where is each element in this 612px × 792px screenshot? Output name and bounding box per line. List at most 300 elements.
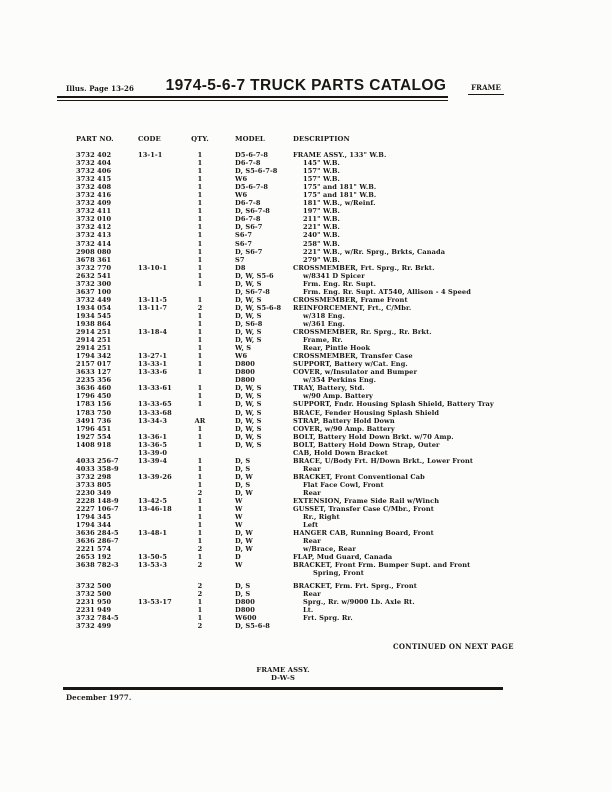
part-no-cell: 2632 541	[76, 271, 112, 280]
model-cell: W	[235, 521, 243, 530]
description-cell: 157" W.B.	[303, 175, 340, 184]
table-row	[0, 336, 612, 344]
part-no-cell: 3732 414	[76, 239, 112, 248]
parts-table-body	[0, 151, 612, 630]
description-cell: Rear	[303, 488, 321, 497]
code-cell: 13-48-1	[138, 529, 168, 538]
description-cell: CROSSMEMBER, Frt. Sprg., Rr. Brkt.	[293, 263, 435, 272]
table-row	[0, 598, 612, 606]
description-cell: BOLT, Battery Hold Down Brkt. w/70 Amp.	[293, 432, 454, 441]
footer-model-codes: D-W-S	[271, 674, 295, 682]
part-no-cell: 1408 918	[76, 440, 112, 449]
part-no-cell: 3732 402	[76, 151, 112, 159]
description-cell: Rear	[303, 537, 321, 546]
table-row	[0, 449, 612, 457]
description-cell: REINFORCEMENT, Frt., C/Mbr.	[293, 303, 412, 312]
description-cell: Spring, Front	[313, 569, 364, 578]
description-cell: BRACKET, Front Frm. Bumper Supt. and Front	[293, 561, 471, 570]
header-rule	[57, 96, 448, 101]
description-cell: BOLT, Battery Hold Down Strap, Outer	[293, 440, 440, 449]
description-cell: 240" W.B.	[303, 231, 340, 240]
table-row	[0, 537, 612, 545]
col-header-part-no: PART NO.	[76, 135, 114, 143]
model-cell: D, S6-8	[235, 319, 263, 328]
description-cell: 175" and 181" W.B.	[303, 191, 377, 200]
part-no-cell: 2914 251	[76, 336, 112, 345]
table-row	[0, 513, 612, 521]
qty-cell: 1	[197, 598, 203, 607]
part-no-cell: 3636 460	[76, 384, 112, 393]
qty-cell: 1	[197, 319, 203, 328]
model-cell: D, S	[235, 464, 251, 473]
part-no-cell: 1796 450	[76, 392, 112, 401]
part-no-cell: 1934 545	[76, 311, 112, 320]
qty-cell: 1	[197, 344, 203, 353]
description-cell: BRACE, U/Body Frt. H/Down Brkt., Lower Front	[293, 456, 473, 465]
continued-note: CONTINUED ON NEXT PAGE	[393, 642, 514, 651]
description-cell: w/8341 D Spicer	[303, 271, 365, 280]
model-cell: W	[235, 505, 243, 514]
model-cell: D, W, S	[235, 336, 262, 345]
model-cell: D, W	[235, 488, 253, 497]
model-cell: W	[235, 513, 243, 522]
part-no-cell: 3732 408	[76, 183, 112, 192]
table-row	[0, 384, 612, 392]
qty-cell: 1	[197, 384, 203, 393]
qty-cell: 1	[197, 513, 203, 522]
part-no-cell: 2228 148-9	[76, 497, 119, 506]
part-no-cell: 1796 451	[76, 424, 112, 433]
qty-cell: 1	[197, 239, 203, 248]
code-cell: 13-1-1	[138, 151, 163, 159]
model-cell: D, W	[235, 472, 253, 481]
qty-cell: 1	[197, 271, 203, 280]
part-no-cell: 3491 736	[76, 416, 112, 425]
qty-cell: 1	[197, 432, 203, 441]
table-row	[0, 240, 612, 248]
table-row	[0, 433, 612, 441]
description-cell: 258" W.B.	[303, 239, 340, 248]
part-no-cell: 3732 770	[76, 263, 112, 272]
part-no-cell: 3732 500	[76, 590, 112, 599]
model-cell: D, W, S	[235, 279, 262, 288]
part-no-cell: 3732 411	[76, 207, 112, 216]
part-no-cell: 2221 574	[76, 545, 112, 554]
table-row	[0, 465, 612, 473]
qty-cell: 2	[197, 590, 203, 599]
model-cell: D, W, S	[235, 400, 262, 409]
code-cell: 13-46-18	[138, 505, 172, 514]
model-cell: D8	[235, 263, 246, 272]
model-cell: D, S	[235, 590, 251, 599]
part-no-cell: 3678 361	[76, 255, 112, 264]
table-row	[0, 272, 612, 280]
qty-cell: 1	[197, 529, 203, 538]
part-no-cell: 2914 251	[76, 344, 112, 353]
description-cell: Frame, Rr.	[303, 336, 343, 345]
code-cell: 13-33-1	[138, 360, 168, 369]
model-cell: D, W	[235, 545, 253, 554]
description-cell: Frm. Eng. Rr. Supt.	[303, 279, 376, 288]
qty-cell: 1	[197, 183, 203, 192]
description-cell: 279" W.B.	[303, 255, 340, 264]
footer-assembly-name: FRAME ASSY.	[256, 666, 310, 674]
table-row	[0, 248, 612, 256]
qty-cell: 1	[197, 537, 203, 546]
qty-cell: 1	[197, 263, 203, 272]
col-header-code: CODE	[138, 135, 161, 143]
table-row	[0, 159, 612, 167]
part-no-cell: 2230 349	[76, 488, 112, 497]
table-row	[0, 368, 612, 376]
part-no-cell: 3638 782-3	[76, 561, 119, 570]
description-cell: w/361 Eng.	[303, 319, 345, 328]
code-cell: 13-36-1	[138, 432, 168, 441]
part-no-cell: 1938 864	[76, 319, 112, 328]
part-no-cell: 3633 127	[76, 368, 112, 377]
description-cell: STRAP, Battery Hold Down	[293, 416, 395, 425]
qty-cell: 1	[197, 606, 203, 615]
description-cell: 175" and 181" W.B.	[303, 183, 377, 192]
model-cell: D, W	[235, 529, 253, 538]
table-row	[0, 457, 612, 465]
table-row	[0, 288, 612, 296]
code-cell: 13-11-7	[138, 303, 168, 312]
model-cell: D, W, S	[235, 408, 262, 417]
description-cell: Frm. Eng. Rr. Supt. AT540, Allison - 4 Speed	[303, 287, 471, 296]
table-row	[0, 328, 612, 336]
model-cell: D, S	[235, 456, 251, 465]
part-no-cell: 1783 750	[76, 408, 112, 417]
part-no-cell: 3732 449	[76, 295, 112, 304]
table-row	[0, 481, 612, 489]
code-cell: 13-33-65	[138, 400, 172, 409]
description-cell: TRAY, Battery, Std.	[293, 384, 365, 393]
col-header-qty: QTY.	[191, 135, 209, 143]
part-no-cell: 1934 054	[76, 303, 112, 312]
table-row	[0, 352, 612, 360]
table-row	[0, 280, 612, 288]
model-cell: D800	[235, 376, 255, 385]
description-cell: CROSSMEMBER, Frame Front	[293, 295, 408, 304]
code-cell: 13-39-4	[138, 456, 168, 465]
qty-cell: 1	[197, 336, 203, 345]
qty-cell: 1	[197, 400, 203, 409]
qty-cell: 1	[197, 472, 203, 481]
description-cell: CROSSMEMBER, Rr. Sprg., Rr. Brkt.	[293, 328, 432, 337]
description-cell: Flat Face Cowl, Front	[303, 480, 384, 489]
table-row	[0, 344, 612, 352]
part-no-cell: 4033 256-7	[76, 456, 119, 465]
description-cell: Lt.	[303, 606, 314, 615]
part-no-cell: 1783 156	[76, 400, 112, 409]
description-cell: 197" W.B.	[303, 207, 340, 216]
model-cell: W6	[235, 352, 248, 361]
qty-cell: 1	[197, 521, 203, 530]
description-cell: SUPPORT, Battery w/Cat. Eng.	[293, 360, 408, 369]
description-cell: w/318 Eng.	[303, 311, 345, 320]
model-cell: W	[235, 561, 243, 570]
model-cell: D, W, S	[235, 311, 262, 320]
model-cell: D, W, S	[235, 416, 262, 425]
qty-cell: 2	[197, 561, 203, 570]
description-cell: w/Brace, Rear	[303, 545, 356, 554]
table-row	[0, 409, 612, 417]
model-cell: D6-7-8	[235, 215, 261, 224]
qty-cell: 2	[197, 581, 203, 590]
model-cell: D6-7-8	[235, 199, 261, 208]
model-cell: D, S6-7-8	[235, 287, 270, 296]
description-cell: Left	[303, 521, 319, 530]
section-label: FRAME	[468, 83, 504, 95]
part-no-cell: 2157 017	[76, 360, 112, 369]
code-cell: 13-53-17	[138, 598, 172, 607]
description-cell: CAB, Hold Down Bracket	[293, 448, 388, 457]
qty-cell: 2	[197, 622, 203, 631]
qty-cell: 1	[197, 167, 203, 176]
part-no-cell: 2908 080	[76, 247, 112, 256]
model-cell: D800	[235, 360, 255, 369]
code-cell: 13-11-5	[138, 295, 168, 304]
part-no-cell: 3732 010	[76, 215, 112, 224]
part-no-cell: 3636 284-5	[76, 529, 119, 538]
description-cell: SUPPORT, Fndr. Housing Splash Shield, Battery Tray	[293, 400, 494, 409]
model-cell: D, W, S5-6	[235, 271, 274, 280]
part-no-cell: 2227 106-7	[76, 505, 119, 514]
part-no-cell: 3732 300	[76, 279, 112, 288]
description-cell: Sprg., Rr. w/9000 Lb. Axle Rt.	[303, 598, 415, 607]
model-cell: W, S	[235, 344, 252, 353]
part-no-cell: 3732 416	[76, 191, 112, 200]
model-cell: D800	[235, 368, 255, 377]
table-row	[0, 296, 612, 304]
description-cell: HANGER CAB, Running Board, Front	[293, 529, 434, 538]
description-cell: Rear	[303, 464, 321, 473]
model-cell: S7	[235, 255, 245, 264]
qty-cell: 1	[197, 392, 203, 401]
code-cell: 13-33-61	[138, 384, 172, 393]
model-cell: W	[235, 497, 243, 506]
model-cell: D800	[235, 606, 255, 615]
table-row	[0, 614, 612, 622]
model-cell: D800	[235, 598, 255, 607]
description-cell: w/354 Perkins Eng.	[303, 376, 376, 385]
qty-cell: 1	[197, 223, 203, 232]
part-no-cell: 3732 412	[76, 223, 112, 232]
model-cell: D, W, S	[235, 424, 262, 433]
qty-cell: 1	[197, 231, 203, 240]
part-no-cell: 4033 358-9	[76, 464, 119, 473]
qty-cell: 1	[197, 464, 203, 473]
part-no-cell: 3732 406	[76, 167, 112, 176]
qty-cell: 1	[197, 207, 203, 216]
model-cell: D, S5-6-7-8	[235, 167, 278, 176]
table-row	[0, 529, 612, 537]
part-no-cell: 1794 345	[76, 513, 112, 522]
part-no-cell: 3732 298	[76, 472, 112, 481]
table-row	[0, 231, 612, 239]
code-cell: 13-53-3	[138, 561, 168, 570]
model-cell: W6	[235, 191, 248, 200]
qty-cell: 1	[197, 191, 203, 200]
table-row	[0, 304, 612, 312]
qty-cell: 1	[197, 352, 203, 361]
part-no-cell: 3732 415	[76, 175, 112, 184]
qty-cell: 1	[197, 368, 203, 377]
page-title: 1974-5-6-7 TRUCK PARTS CATALOG	[165, 77, 447, 94]
model-cell: D, W, S	[235, 392, 262, 401]
code-cell: 13-10-1	[138, 263, 168, 272]
code-cell: 13-33-6	[138, 368, 168, 377]
model-cell: D, S	[235, 480, 251, 489]
part-no-cell: 1794 344	[76, 521, 112, 530]
model-cell: D, S6-7	[235, 247, 263, 256]
model-cell: D, W, S5-6-8	[235, 303, 282, 312]
code-cell: 13-18-4	[138, 328, 168, 337]
part-no-cell: 3732 409	[76, 199, 112, 208]
description-cell: Frt. Sprg. Rr.	[303, 614, 353, 623]
table-row	[0, 545, 612, 553]
qty-cell: 1	[197, 151, 203, 159]
table-row	[0, 264, 612, 272]
code-cell: 13-33-68	[138, 408, 172, 417]
description-cell: BRACKET, Front Conventional Cab	[293, 472, 425, 481]
table-row	[0, 151, 612, 159]
part-no-cell: 2653 192	[76, 553, 112, 562]
col-header-model: MODEL	[235, 135, 265, 143]
table-row	[0, 175, 612, 183]
table-row	[0, 223, 612, 231]
model-cell: W600	[235, 614, 257, 623]
qty-cell: 1	[197, 328, 203, 337]
qty-cell: 1	[197, 497, 203, 506]
table-row	[0, 183, 612, 191]
footer-date: December 1977.	[66, 693, 132, 702]
qty-cell: 1	[197, 199, 203, 208]
table-row	[0, 167, 612, 175]
qty-cell: 1	[197, 295, 203, 304]
part-no-cell: 3732 499	[76, 622, 112, 631]
qty-cell: AR	[194, 416, 206, 425]
description-cell: EXTENSION, Frame Side Rail w/Winch	[293, 497, 440, 506]
qty-cell: 1	[197, 279, 203, 288]
part-no-cell: 1927 554	[76, 432, 112, 441]
part-no-cell: 3732 413	[76, 231, 112, 240]
model-cell: D, W, S	[235, 384, 262, 393]
model-cell: D	[235, 553, 241, 562]
table-row	[0, 505, 612, 513]
description-cell: COVER, w/Insulator and Bumper	[293, 368, 418, 377]
table-row	[0, 569, 612, 577]
qty-cell: 1	[197, 255, 203, 264]
description-cell: 145" W.B.	[303, 159, 340, 168]
model-cell: D, S6-7-8	[235, 207, 270, 216]
table-row	[0, 199, 612, 207]
table-row	[0, 417, 612, 425]
qty-cell: 1	[197, 311, 203, 320]
model-cell: W6	[235, 175, 248, 184]
model-cell: D, W	[235, 537, 253, 546]
part-no-cell: 1794 342	[76, 352, 112, 361]
description-cell: BRACE, Fender Housing Splash Shield	[293, 408, 440, 417]
table-row	[0, 207, 612, 215]
model-cell: D, W, S	[235, 328, 262, 337]
description-cell: CROSSMEMBER, Transfer Case	[293, 352, 413, 361]
table-row	[0, 606, 612, 614]
table-row	[0, 622, 612, 630]
description-cell: 181" W.B., w/Reinf.	[303, 199, 376, 208]
description-cell: 221" W.B.	[303, 223, 340, 232]
description-cell: COVER, w/90 Amp. Battery	[293, 424, 395, 433]
table-row	[0, 582, 612, 590]
code-cell: 13-27-1	[138, 352, 168, 361]
model-cell: D, S6-7	[235, 223, 263, 232]
table-row	[0, 489, 612, 497]
qty-cell: 1	[197, 175, 203, 184]
qty-cell: 1	[197, 440, 203, 449]
table-row	[0, 497, 612, 505]
model-cell: D, W, S	[235, 295, 262, 304]
table-row	[0, 376, 612, 384]
description-cell: 157" W.B.	[303, 167, 340, 176]
description-cell: Rear	[303, 590, 321, 599]
description-cell: BRACKET, Frm. Frt. Sprg., Front	[293, 581, 417, 590]
part-no-cell: 3636 286-7	[76, 537, 119, 546]
description-cell: 221" W.B., w/Rr. Sprg., Brkts, Canada	[303, 247, 446, 256]
qty-cell: 1	[197, 553, 203, 562]
table-row	[0, 400, 612, 408]
code-cell: 13-39-0	[138, 448, 168, 457]
description-cell: Rr., Right	[303, 513, 340, 522]
model-cell: D, W, S	[235, 440, 262, 449]
model-cell: D6-7-8	[235, 159, 261, 168]
qty-cell: 1	[197, 247, 203, 256]
code-cell: 13-39-26	[138, 472, 172, 481]
table-row	[0, 191, 612, 199]
model-cell: S6-7	[235, 239, 253, 248]
col-header-description: DESCRIPTION	[293, 135, 350, 143]
model-cell: D5-6-7-8	[235, 151, 269, 159]
qty-cell: 2	[197, 488, 203, 497]
part-no-cell: 2231 950	[76, 598, 112, 607]
qty-cell: 1	[197, 215, 203, 224]
qty-cell: 1	[197, 480, 203, 489]
table-column-headers	[0, 135, 612, 144]
table-row	[0, 256, 612, 264]
model-cell: D5-6-7-8	[235, 183, 269, 192]
table-row	[0, 441, 612, 449]
qty-cell: 1	[197, 360, 203, 369]
qty-cell: 2	[197, 303, 203, 312]
model-cell: S6-7	[235, 231, 253, 240]
table-row	[0, 553, 612, 561]
description-cell: FRAME ASSY., 133" W.B.	[293, 151, 387, 159]
table-row	[0, 320, 612, 328]
table-row	[0, 590, 612, 598]
description-cell: Rear, Pintle Hook	[303, 344, 371, 353]
table-row	[0, 215, 612, 223]
qty-cell: 1	[197, 456, 203, 465]
model-cell: D, S	[235, 581, 251, 590]
part-no-cell: 3732 784-5	[76, 614, 119, 623]
qty-cell: 1	[197, 505, 203, 514]
table-row	[0, 473, 612, 481]
description-cell: GUSSET, Transfer Case C/Mbr., Front	[293, 505, 434, 514]
footer-rule	[63, 687, 503, 690]
model-cell: D, S5-6-8	[235, 622, 270, 631]
model-cell: D, W, S	[235, 432, 262, 441]
qty-cell: 1	[197, 159, 203, 168]
